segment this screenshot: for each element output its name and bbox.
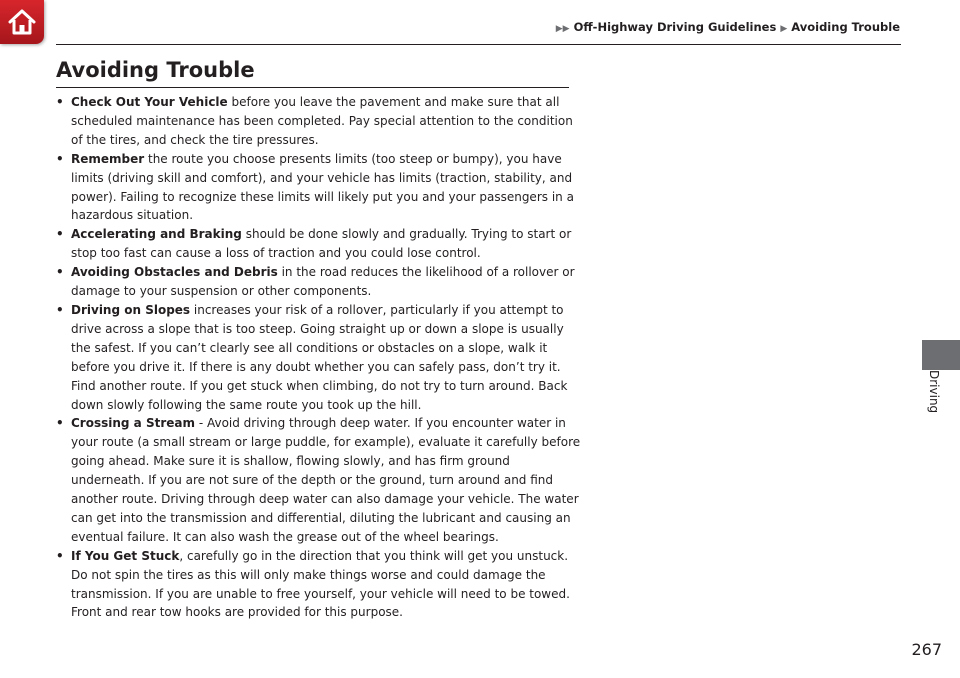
breadcrumb-current: Avoiding Trouble — [791, 20, 900, 34]
item-text: before you leave the pavement and make sure that all scheduled maintenance has been completed. Pay special attention to the condition of the tires, and check the tire pressures. — [71, 95, 573, 147]
page-title: Avoiding Trouble — [56, 58, 255, 82]
item-lead: Remember — [71, 151, 145, 166]
bullet-icon: • — [56, 227, 64, 242]
list-item — [56, 93, 586, 150]
section-tab[interactable] — [922, 340, 960, 370]
bullet-icon: • — [56, 416, 64, 431]
item-lead: Avoiding Obstacles and Debris — [71, 265, 278, 280]
list-item — [56, 150, 586, 226]
breadcrumb-link-guidelines[interactable]: Off-Highway Driving Guidelines — [573, 20, 777, 34]
item-lead: Check Out Your Vehicle — [71, 95, 228, 109]
item-lead: Accelerating and Braking — [71, 227, 242, 242]
item-text: the route you choose presents limits (too steep or bumpy), you have limits (driving skill and comfort), and your vehicle has limits (traction, stability, and power). Failing to recognize these limits will likely put you and your passengers in a hazardous situation. — [71, 151, 574, 223]
list-item — [56, 225, 586, 263]
item-text: , carefully go in the direction that you think will get you unstuck. Do not spin the tires as this will only make things worse and could damage the transmission. If you are unable to free yourself, your vehicle will need to be towed. Front and rear tow hooks are provided for this purpose. — [71, 548, 570, 620]
item-lead: If You Get Stuck — [71, 548, 180, 563]
breadcrumb-arrow-icon: ▶ — [780, 24, 788, 34]
list-item — [56, 414, 586, 546]
bullet-icon: • — [56, 265, 64, 280]
bullet-icon: • — [56, 302, 64, 317]
item-text: increases your risk of a rollover, particularly if you attempt to drive across a slope that is too steep. Going straight up or down a slope is usually the safest. If you can’t clearly see all conditions or obstacles on a slope, walk it before you drive it. If there is any doubt whether you can safely pass, don’t try it. Find another route. If you get stuck when climbing, do not try to turn around. Back down slowly following the same route you took up the hill. — [71, 302, 568, 412]
list-item — [56, 547, 586, 623]
item-text: in the road reduces the likelihood of a rollover or damage to your suspension or other components. — [71, 265, 575, 299]
page-number: 267 — [911, 640, 942, 659]
home-icon — [7, 8, 37, 36]
bullet-icon: • — [56, 95, 64, 109]
header-divider — [56, 44, 901, 45]
item-lead: Driving on Slopes — [71, 302, 191, 317]
item-text: - Avoid driving through deep water. If you encounter water in your route (a small stream or large puddle, for example), evaluate it carefully before going ahead. Make sure it is shallow, flowing slowly, and has firm ground underneath. If you are not sure of the depth or the ground, turn around and find another route. Driving through deep water can also damage your vehicle. The water can get into the transmission and differential, diluting the lubricant and causing an eventual failure. It can also wash the grease out of the wheel bearings. — [71, 416, 581, 544]
bullet-icon: • — [56, 151, 64, 166]
list-item — [56, 263, 586, 301]
section-label: Driving — [927, 370, 941, 414]
breadcrumb-arrow-icon: ▶▶ — [555, 24, 570, 34]
item-lead: Crossing a Stream — [71, 416, 195, 431]
title-divider — [56, 87, 569, 88]
list-item — [56, 301, 586, 414]
content-body — [56, 93, 586, 622]
breadcrumb — [556, 20, 900, 34]
item-text: should be done slowly and gradually. Trying to start or stop too fast can cause a loss of traction and you could lose control. — [71, 227, 572, 261]
bullet-icon: • — [56, 548, 64, 563]
home-button[interactable] — [0, 0, 44, 44]
